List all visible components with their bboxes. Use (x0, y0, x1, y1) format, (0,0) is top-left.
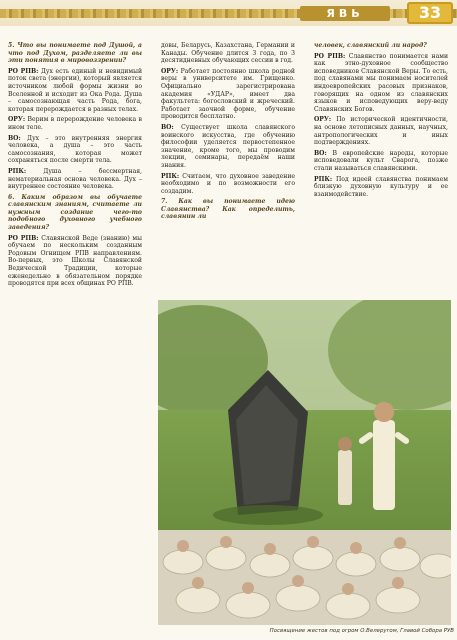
answer-paragraph (8, 235, 142, 288)
answer-text: довы, Беларусь, Казахстана, Германии и Канады. Обучение длится 3 года, по 3 десятидневных обучающих сессии в год. (161, 42, 295, 65)
answer-paragraph (161, 68, 295, 121)
speaker-label: ВО: (314, 149, 327, 157)
answer-text: Существует школа славянского воинского искусства, где обучению философии уделяется первостепенное значение, кроме того, мы проводим лекции, семинары, передаём наши знания. (161, 123, 295, 169)
speaker-label: РО РПВ: (8, 234, 39, 242)
answer-paragraph (161, 42, 295, 65)
speaker-label: ОРУ: (161, 67, 179, 75)
answer-paragraph (161, 173, 295, 196)
section-title: ЯВЬ (300, 6, 390, 21)
answer-paragraph (314, 176, 448, 199)
speaker-label: РПК: (314, 175, 333, 183)
answer-paragraph (161, 124, 295, 170)
text-column-2 (161, 42, 295, 282)
answer-paragraph (8, 168, 142, 191)
answer-paragraph (314, 150, 448, 173)
answer-text: Дух есть единый и невидимый поток света (энергии), который является источником любой формы жизни во Вселенной и исходит из Ока Рода. Душа – самосознающая часть Рода, бога, которая перерождается в разных телах. (8, 67, 142, 113)
answer-paragraph (8, 135, 142, 165)
question-heading: 7. Как вы понимаете идею Славянства? Как определить, славянин ли (161, 198, 295, 221)
answer-text: Работает постоянно школа родной веры в университете им. Грищенко. Официально зарегистрирована академия «УДАР», имеет два факультета: богословский и жреческий. Работает заочной форме, обучение проводится бесплатно. (161, 67, 295, 121)
answer-text: По исторической идентичности, на основе летописных данных, научных, антропологических и иных подтверждениях. (314, 116, 448, 147)
page-number: 33 (407, 2, 453, 24)
text-column-1 (8, 42, 142, 634)
speaker-label: ОРУ: (8, 116, 26, 124)
speaker-label: РО РПВ: (8, 67, 39, 75)
question-heading: человек, славянский ли народ? (314, 42, 427, 49)
speaker-label: ВО: (8, 134, 21, 142)
answer-paragraph (314, 116, 448, 146)
question-heading: 6. Каким образом вы обучаете славянским знаниям, считаете ли нужным создание чего-то подобного духовного учебного заведения? (8, 193, 142, 232)
answer-text: Верим в перерождение человека в ином теле. (8, 116, 142, 131)
answer-text: Дух – это внутренняя энергия человека, а душа – это часть самосознания, которая может сохраняться после смерти тела. (8, 134, 142, 165)
answer-text: Душа – бессмертная, нематериальная основа человека. Дух – внутреннее состояние человека. (8, 167, 142, 191)
speaker-label: ОРУ: (314, 116, 332, 124)
ceremony-photo (158, 300, 451, 625)
speaker-label: ВО: (161, 123, 174, 131)
photo-caption: Посвящение жестов под огром О.Велеругом, Главой Собора РУВ (269, 628, 454, 634)
answer-paragraph (314, 53, 448, 114)
ceremony-photo-illustration (158, 300, 451, 625)
answer-text: Считаем, что духовное заведение необходимо и по возможности его создадим. (161, 172, 295, 195)
speaker-label: РО РПВ: (314, 52, 346, 60)
answer-text: Славянской Веде (знанию) мы обучаем по нескольким созданным Родовым Огнищем РПВ направлениям. Во-первых, это Школы Славянской Ведической Традиции, которые еженедельно в обязательном порядке проводятся при всех общинах РО РПВ. (8, 234, 142, 288)
answer-text: В европейские народы, которые исповедовали культ Сварога, позже стали называться славянскими. (314, 149, 448, 172)
answer-text: Под идеей славянства понимаем близкую духовную культуру и ее взаимодействие. (314, 175, 448, 198)
speaker-label: РПК: (8, 167, 27, 175)
question-heading: 5. Что вы понимаете под Душой, а что под Духом, разделяете ли вы эти понятия в мировоззрении? (8, 42, 142, 65)
answer-text: Славянство понимается нами как этно-духовное сообщество исповедников Славянской Веры. То есть, под славянами мы понимаем носителей индоевропейских расовых признаков, говорящих на одном из славянских языков и исповедующих веру-веду Славянских Богов. (314, 52, 448, 113)
speaker-label: РПК: (161, 172, 180, 180)
answer-paragraph (8, 68, 142, 114)
answer-paragraph (8, 116, 142, 131)
